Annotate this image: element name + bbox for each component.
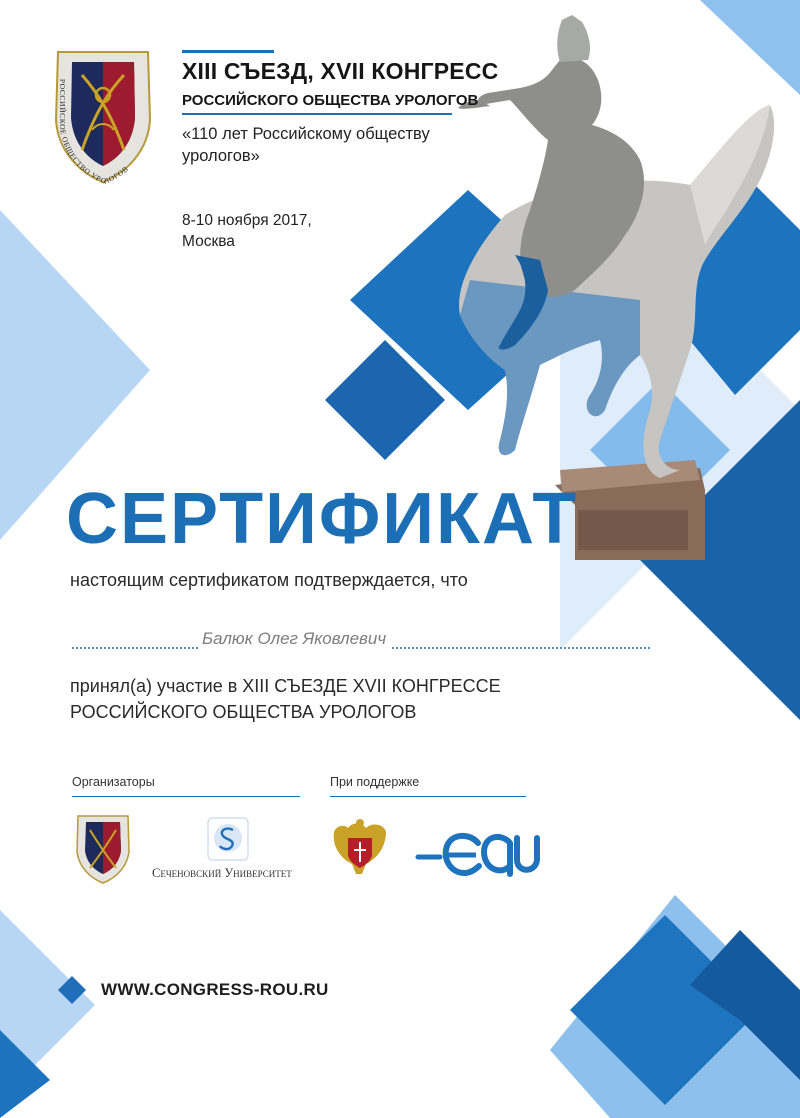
organizers-divider (72, 796, 300, 797)
confirmation-text: настоящим сертификатом подтверждается, что (70, 570, 468, 590)
sechenov-university-icon (208, 818, 248, 860)
congress-subtitle: «110 лет Российскому обществу урологов» (182, 125, 430, 165)
event-dates (182, 210, 382, 252)
header-accent-bar (182, 50, 274, 53)
university-name: Сеченовский Университет (152, 866, 292, 880)
participation-line-1: принял(а) участие в XIII СЪЕЗДЕ XVII КОНГРЕССЕ (70, 676, 501, 696)
participation-line-2: РОССИЙСКОГО ОБЩЕСТВА УРОЛОГОВ (70, 702, 417, 722)
crest-lettering (50, 48, 160, 193)
recipient-name: Балюк Олег Яковлевич (198, 629, 390, 649)
society-title: РОССИЙСКОГО ОБЩЕСТВА УРОЛОГОВ (182, 92, 479, 109)
certificate-heading: СЕРТИФИКАТ (66, 479, 579, 559)
diamond-top-right (700, 0, 800, 95)
organizer-crest-icon (77, 816, 129, 883)
event-dates-line: 8-10 ноября 2017, (182, 212, 312, 229)
participation-text (70, 673, 590, 725)
support-divider (330, 796, 526, 797)
website-link[interactable]: WWW.CONGRESS-ROU.RU (101, 980, 329, 999)
congress-title: XIII СЪЕЗД, XVII КОНГРЕСС (182, 58, 499, 84)
header-divider (182, 113, 452, 115)
organizers-label: Организаторы (72, 775, 155, 789)
svg-text:РОССИЙСКОЕ ОБЩЕСТВО УРОЛОГОВ: РОССИЙСКОЕ ОБЩЕСТВО УРОЛОГОВ (58, 78, 131, 186)
event-location: Москва (182, 233, 235, 250)
support-label: При поддержке (330, 775, 420, 789)
eau-logo-icon (418, 836, 537, 874)
ministry-emblem-icon (334, 819, 386, 874)
